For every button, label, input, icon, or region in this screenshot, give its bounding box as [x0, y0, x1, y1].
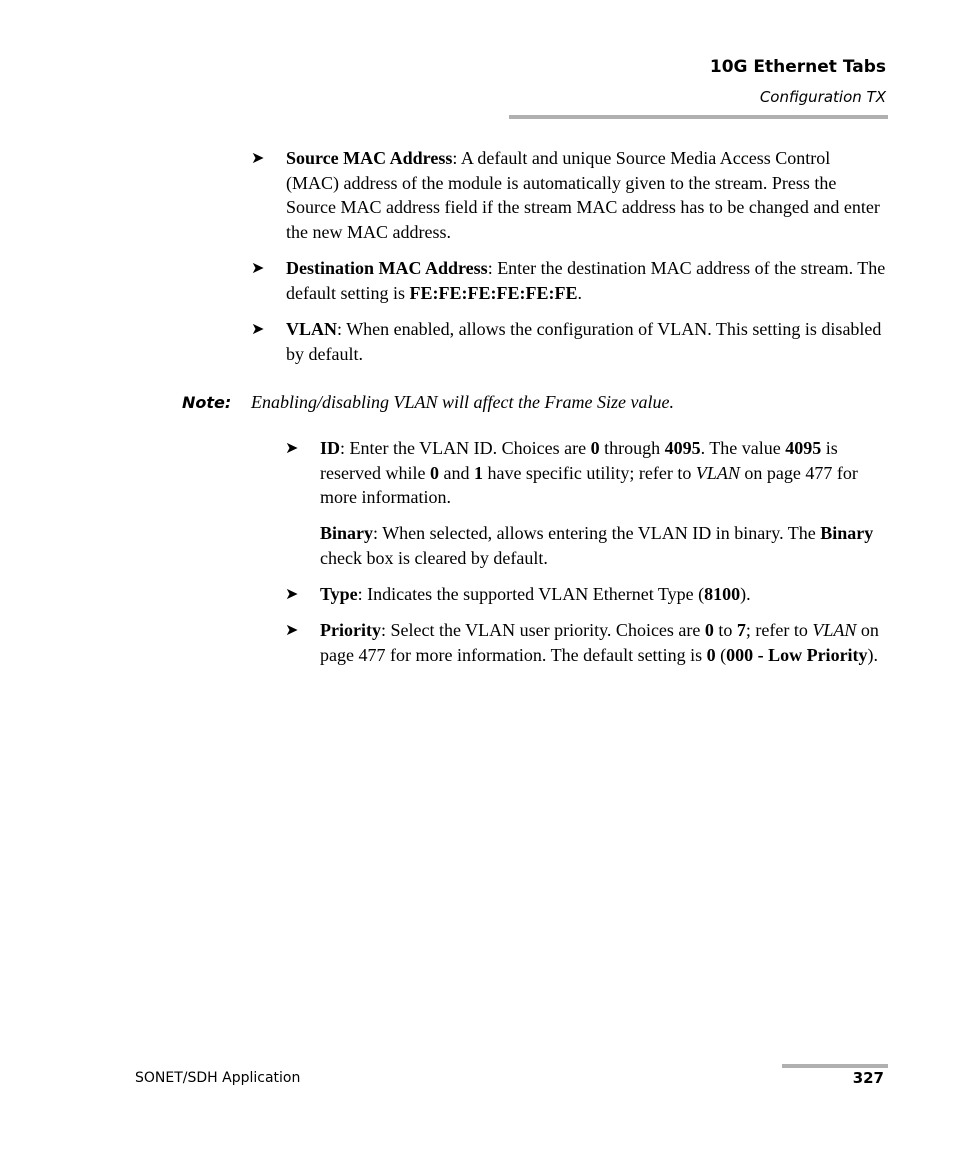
term-binary: Binary — [320, 523, 374, 543]
bullet-destination-mac: ➤ Destination MAC Address: Enter the destination MAC address of the stream. The default setting is FE:FE:FE:FE:FE:FE. — [251, 258, 886, 303]
bullet-id: ➤ ID: Enter the VLAN ID. Choices are 0 through 4095. The value 4095 is reserved while 0 and 1 have specific utility; refer to VLAN on page 477 for more information. — [285, 438, 858, 508]
bullet-type: ➤ Type: Indicates the supported VLAN Ethernet Type (8100). — [320, 582, 886, 607]
term-priority: Priority — [320, 620, 381, 640]
bullet-vlan: ➤ VLAN: When enabled, allows the configuration of VLAN. This setting is disabled by default. — [251, 319, 882, 364]
bullet-arrow-icon: ➤ — [285, 438, 299, 457]
header-rule — [509, 115, 888, 119]
bullet-arrow-icon: ➤ — [251, 319, 265, 338]
note — [182, 390, 882, 415]
bullet-source-mac: ➤ Source MAC Address: A default and unique Source Media Access Control (MAC) address of the module is automatically given to the stream. Press the Source MAC address field if the stream MAC address has to be changed and enter the new MAC address. — [251, 148, 880, 243]
vlan-reference-link[interactable]: VLAN — [812, 620, 857, 640]
default-mac-value: FE:FE:FE:FE:FE:FE — [409, 282, 578, 303]
term-vlan: VLAN — [286, 319, 338, 339]
header-title: 10G Ethernet Tabs — [709, 57, 886, 77]
bullet-priority: ➤ Priority: Select the VLAN user priority. Choices are 0 to 7; refer to VLAN on page 477 for more information. The default setting is 0 (000 - Low Priority). — [285, 620, 879, 665]
paragraph-binary: Binary: When selected, allows entering the VLAN ID in binary. The Binary check box is cleared by default. — [320, 523, 874, 568]
header-subtitle: Configuration TX — [759, 88, 886, 106]
term-type: Type — [320, 584, 358, 604]
bullet-arrow-icon: ➤ — [251, 258, 265, 277]
term-destination-mac: Destination MAC Address — [286, 258, 488, 278]
note-text: Enabling/disabling VLAN will affect the Frame Size value. — [251, 392, 674, 412]
bullet-arrow-icon: ➤ — [285, 584, 299, 603]
footer-left-text: SONET/SDH Application — [135, 1070, 301, 1086]
bullet-arrow-icon: ➤ — [285, 620, 299, 639]
page-number: 327 — [852, 1069, 884, 1087]
bullet-arrow-icon: ➤ — [251, 148, 265, 167]
term-source-mac: Source MAC Address — [286, 148, 453, 168]
term-id: ID — [320, 438, 341, 458]
footer-rule — [782, 1064, 888, 1068]
note-label: Note: — [182, 393, 232, 412]
vlan-reference-link[interactable]: VLAN — [695, 462, 740, 483]
